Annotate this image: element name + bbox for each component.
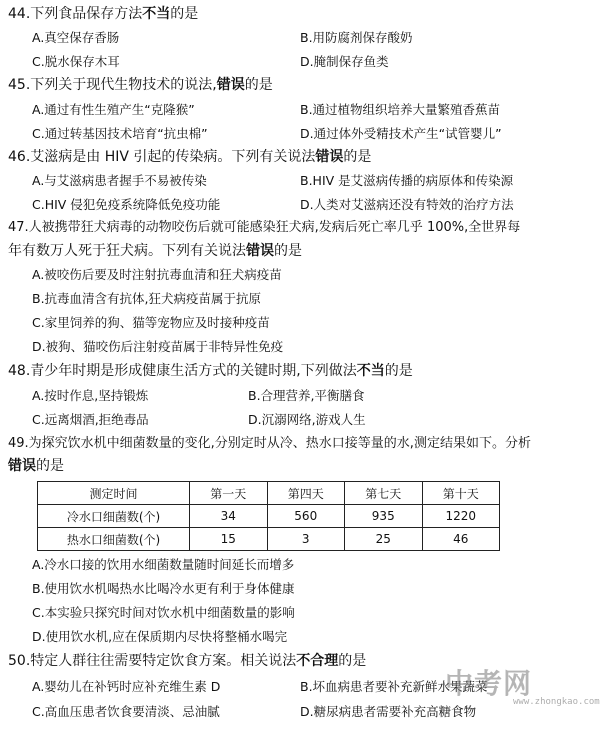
question-47-option-b: B.抗毒血清含有抗体,狂犬病疫苗属于抗原 bbox=[32, 291, 262, 306]
question-48-option-b: B.合理营养,平衡膳食 bbox=[248, 388, 365, 403]
table-cell: 34 bbox=[190, 505, 268, 528]
table-header-row bbox=[38, 482, 500, 505]
table-cell: 热水口细菌数(个) bbox=[38, 528, 190, 551]
question-46-option-a: A.与艾滋病患者握手不易被传染 bbox=[32, 173, 207, 188]
question-50-stem: 50.特定人群往往需要特定饮食方案。相关说法不合理的是 bbox=[8, 653, 367, 669]
table-header-cell: 第十天 bbox=[422, 482, 500, 505]
table-cell: 46 bbox=[422, 528, 500, 551]
table-header-cell: 第七天 bbox=[345, 482, 423, 505]
question-49-option-d: D.使用饮水机,应在保质期内尽快将整桶水喝完 bbox=[32, 629, 288, 644]
table-cell: 935 bbox=[345, 505, 423, 528]
table-header-cell: 第一天 bbox=[190, 482, 268, 505]
table-row bbox=[38, 505, 500, 528]
table-cell: 560 bbox=[267, 505, 345, 528]
question-47-option-a: A.被咬伤后要及时注射抗毒血清和狂犬病疫苗 bbox=[32, 267, 282, 282]
table-cell: 3 bbox=[267, 528, 345, 551]
question-45-option-c: C.通过转基因技术培育“抗虫棉” bbox=[32, 126, 208, 141]
question-45-stem: 45.下列关于现代生物技术的说法,错误的是 bbox=[8, 77, 273, 93]
site-watermark-url: www.zhongkao.com bbox=[513, 697, 600, 707]
table-cell: 15 bbox=[190, 528, 268, 551]
question-45-option-d: D.通过体外受精技术产生“试管婴儿” bbox=[300, 126, 502, 141]
question-48-option-c: C.远离烟酒,拒绝毒品 bbox=[32, 412, 149, 427]
question-50-option-b: B.坏血病患者要补充新鲜水果蔬菜 bbox=[300, 679, 488, 694]
question-50-option-d: D.糖尿病患者需要补充高糖食物 bbox=[300, 704, 477, 719]
question-45-option-a: A.通过有性生殖产生“克隆猴” bbox=[32, 102, 195, 117]
question-45-option-b: B.通过植物组织培养大量繁殖香蕉苗 bbox=[300, 102, 501, 117]
question-47-option-d: D.被狗、猫咬伤后注射疫苗属于非特异性免疫 bbox=[32, 339, 284, 354]
question-48-option-a: A.按时作息,坚持锻炼 bbox=[32, 388, 149, 403]
question-46-stem: 46.艾滋病是由 HIV 引起的传染病。下列有关说法错误的是 bbox=[8, 149, 372, 165]
question-50-option-a: A.婴幼儿在补钙时应补充维生素 D bbox=[32, 679, 221, 694]
question-49-option-a: A.冷水口接的饮用水细菌数量随时间延长而增多 bbox=[32, 557, 295, 572]
site-watermark: 中考网 bbox=[445, 667, 533, 700]
question-48-stem: 48.青少年时期是形成健康生活方式的关键时期,下列做法不当的是 bbox=[8, 363, 413, 379]
question-49-option-c: C.本实验只探究时间对饮水机中细菌数量的影响 bbox=[32, 605, 295, 620]
question-47-option-c: C.家里饲养的狗、猫等宠物应及时接种疫苗 bbox=[32, 315, 270, 330]
table-header-cell: 测定时间 bbox=[38, 482, 190, 505]
question-46-option-b: B.HIV 是艾滋病传播的病原体和传染源 bbox=[300, 173, 514, 188]
question-50-option-c: C.高血压患者饮食要清淡、忌油腻 bbox=[32, 704, 220, 719]
question-44-option-a: A.真空保存香肠 bbox=[32, 30, 120, 45]
table-header-cell: 第四天 bbox=[267, 482, 345, 505]
question-48-option-d: D.沉溺网络,游戏人生 bbox=[248, 412, 366, 427]
table-row bbox=[38, 528, 500, 551]
question-47-stem-line-1: 47.人被携带狂犬病毒的动物咬伤后就可能感染狂犬病,发病后死亡率几乎 100%,全世界每 bbox=[8, 220, 521, 235]
question-44-stem: 44.下列食品保存方法不当的是 bbox=[8, 6, 199, 22]
table-cell: 冷水口细菌数(个) bbox=[38, 505, 190, 528]
question-44-option-c: C.脱水保存木耳 bbox=[32, 54, 120, 69]
table-cell: 1220 bbox=[422, 505, 500, 528]
question-44-option-d: D.腌制保存鱼类 bbox=[300, 54, 389, 69]
table-cell: 25 bbox=[345, 528, 423, 551]
question-49-option-b: B.使用饮水机喝热水比喝冷水更有利于身体健康 bbox=[32, 581, 295, 596]
question-44-option-b: B.用防腐剂保存酸奶 bbox=[300, 30, 413, 45]
question-49-stem-line-1: 49.为探究饮水机中细菌数量的变化,分别定时从冷、热水口接等量的水,测定结果如下。分析 bbox=[8, 436, 531, 451]
question-46-option-d: D.人类对艾滋病还没有特效的治疗方法 bbox=[300, 197, 514, 212]
question-49-stem-line-2: 错误的是 bbox=[8, 458, 64, 474]
bacteria-count-table bbox=[37, 481, 500, 551]
question-46-option-c: C.HIV 侵犯免疫系统降低免疫功能 bbox=[32, 197, 221, 212]
question-47-stem-line-2: 年有数万人死于狂犬病。下列有关说法错误的是 bbox=[8, 243, 302, 259]
